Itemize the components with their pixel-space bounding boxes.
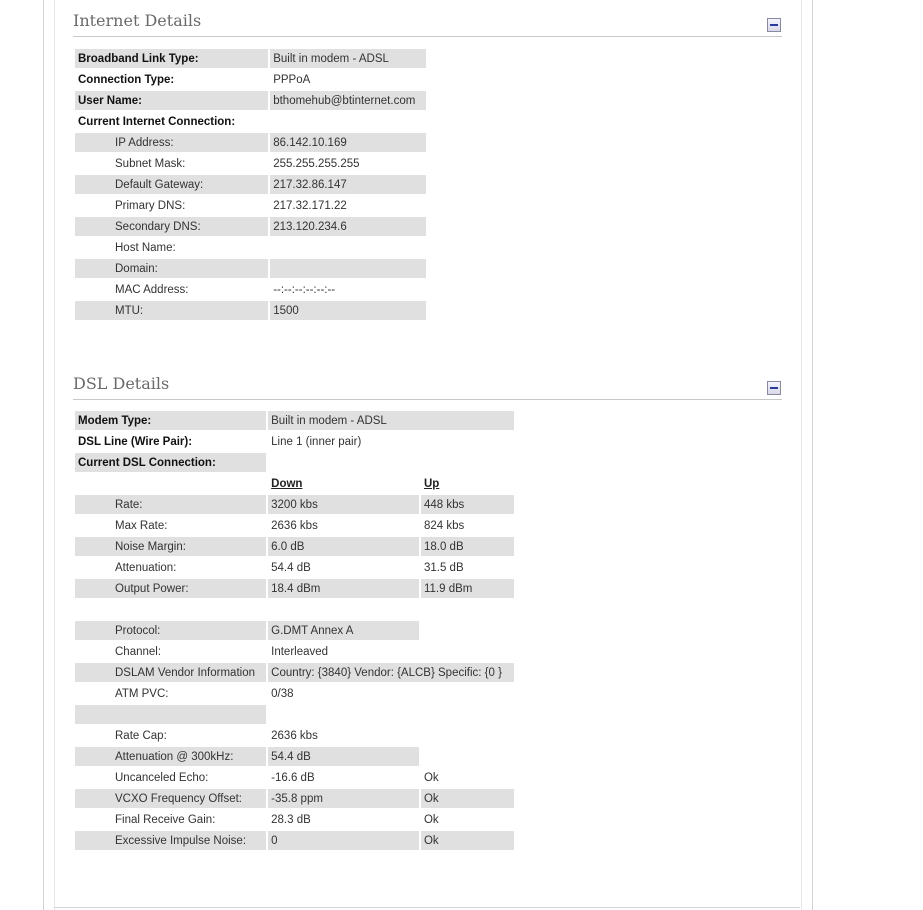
row-value: 255.255.255.255 — [273, 157, 360, 170]
row-down-value: 2636 kbs — [271, 519, 318, 532]
row-secondary-dns — [75, 217, 426, 236]
dsl-details-header — [73, 363, 782, 400]
row-up-value: 18.0 dB — [421, 537, 514, 556]
row-value: 28.3 dB — [271, 813, 311, 826]
row-primary-dns — [75, 196, 426, 215]
row-column-headers — [75, 474, 514, 493]
row-label: Default Gateway: — [75, 175, 268, 194]
row-label: IP Address: — [75, 133, 268, 152]
row-mac-address — [75, 280, 426, 299]
row-subnet-mask — [75, 154, 426, 173]
row-up-value: 448 kbs — [421, 495, 514, 514]
row-value: 2636 kbs — [271, 729, 318, 742]
row-max-rate — [75, 516, 514, 535]
row-label: MTU: — [75, 301, 268, 320]
row-broadband-link-type — [75, 49, 426, 68]
dsl-details-table — [73, 409, 516, 852]
row-value: bthomehub@btinternet.com — [270, 91, 426, 110]
row-label: Broadband Link Type: — [75, 49, 268, 68]
row-down-value: 54.4 dB — [271, 561, 311, 574]
row-label: Host Name: — [115, 241, 176, 254]
row-label: ATM PVC: — [115, 687, 169, 700]
row-label: Domain: — [75, 259, 268, 278]
dsl-details-collapse-icon[interactable] — [767, 381, 781, 395]
row-vcxo-frequency-offset — [75, 789, 514, 808]
internet-details-collapse-icon[interactable] — [767, 18, 781, 32]
row-label: VCXO Frequency Offset: — [75, 789, 266, 808]
column-header-down: Down — [271, 477, 303, 490]
row-value — [270, 238, 426, 257]
row-attenuation-300khz — [75, 747, 514, 766]
row-value: Line 1 (inner pair) — [271, 435, 362, 448]
row-up-value: 11.9 dBm — [421, 579, 514, 598]
row-up-value: 31.5 dB — [423, 561, 464, 574]
row-rate-cap — [75, 726, 514, 745]
row-status: Ok — [421, 789, 514, 808]
row-host-name — [75, 238, 426, 257]
row-excessive-impulse-noise — [75, 831, 514, 850]
row-status: Ok — [423, 813, 439, 826]
row-value: --:--:--:--:--:-- — [273, 283, 336, 296]
column-header-up: Up — [423, 477, 440, 490]
panel-bottom-border — [54, 907, 800, 908]
row-value — [270, 259, 426, 278]
row-value: Interleaved — [271, 645, 329, 658]
row-label: Attenuation: — [115, 561, 177, 574]
row-value: 0/38 — [271, 687, 294, 700]
row-status: Ok — [423, 771, 439, 784]
row-label: DSL Line (Wire Pair): — [78, 435, 193, 448]
row-value: 217.32.171.22 — [273, 199, 347, 212]
row-dslam-vendor — [75, 663, 514, 682]
row-label: User Name: — [75, 91, 268, 110]
row-up-value: 824 kbs — [423, 519, 465, 532]
row-down-value: 6.0 dB — [268, 537, 419, 556]
row-value: 86.142.10.169 — [270, 133, 426, 152]
row-label: Excessive Impulse Noise: — [75, 831, 266, 850]
row-output-power — [75, 579, 514, 598]
row-label: Protocol: — [75, 621, 266, 640]
row-label: Final Receive Gain: — [115, 813, 216, 826]
row-label: Connection Type: — [78, 73, 175, 86]
row-label: DSLAM Vendor Information — [75, 663, 266, 682]
row-value: 1500 — [270, 301, 426, 320]
internet-details-header — [73, 0, 782, 37]
row-uncanceled-echo — [75, 768, 514, 787]
row-label: Uncanceled Echo: — [115, 771, 209, 784]
row-status: Ok — [421, 831, 514, 850]
row-value: G.DMT Annex A — [268, 621, 419, 640]
row-label: Attenuation @ 300kHz: — [75, 747, 266, 766]
row-label: Output Power: — [75, 579, 266, 598]
internet-details-title: Internet Details — [73, 11, 202, 30]
row-ip-address — [75, 133, 426, 152]
internet-details-table — [73, 47, 428, 322]
row-label: Rate Cap: — [115, 729, 167, 742]
row-current-internet-connection — [75, 112, 426, 131]
row-value: PPPoA — [273, 73, 311, 86]
row-down-value: 3200 kbs — [268, 495, 419, 514]
dsl-details-title: DSL Details — [73, 374, 170, 393]
row-label: Current Internet Connection: — [78, 115, 236, 128]
row-value: 54.4 dB — [268, 747, 419, 766]
row-connection-type — [75, 70, 426, 89]
row-current-dsl-connection — [75, 453, 514, 472]
row-label: Subnet Mask: — [115, 157, 186, 170]
row-channel — [75, 642, 514, 661]
row-protocol — [75, 621, 514, 640]
row-value: Built in modem - ADSL — [270, 49, 426, 68]
row-label: Channel: — [115, 645, 162, 658]
row-rate — [75, 495, 514, 514]
row-label: Current DSL Connection: — [75, 453, 266, 472]
row-attenuation — [75, 558, 514, 577]
row-label: Noise Margin: — [75, 537, 266, 556]
row-label: Primary DNS: — [115, 199, 186, 212]
row-atm-pvc — [75, 684, 514, 703]
row-value: 213.120.234.6 — [270, 217, 426, 236]
row-label: Secondary DNS: — [75, 217, 268, 236]
row-label: MAC Address: — [115, 283, 189, 296]
row-mtu — [75, 301, 426, 320]
row-noise-margin — [75, 537, 514, 556]
row-spacer — [75, 600, 514, 619]
row-label: Rate: — [75, 495, 266, 514]
row-modem-type — [75, 411, 514, 430]
row-label: Max Rate: — [115, 519, 168, 532]
row-value: Built in modem - ADSL — [268, 411, 514, 430]
row-value: Country: {3840} Vendor: {ALCB} Specific: {0 } — [268, 663, 514, 682]
row-blank — [75, 705, 514, 724]
row-value: 0 — [268, 831, 419, 850]
row-down-value: 18.4 dBm — [268, 579, 419, 598]
row-final-receive-gain — [75, 810, 514, 829]
row-label: Modem Type: — [75, 411, 266, 430]
row-default-gateway — [75, 175, 426, 194]
row-user-name — [75, 91, 426, 110]
row-domain — [75, 259, 426, 278]
row-value: -35.8 ppm — [268, 789, 419, 808]
row-value: 217.32.86.147 — [270, 175, 426, 194]
row-dsl-line — [75, 432, 514, 451]
row-value: -16.6 dB — [271, 771, 315, 784]
